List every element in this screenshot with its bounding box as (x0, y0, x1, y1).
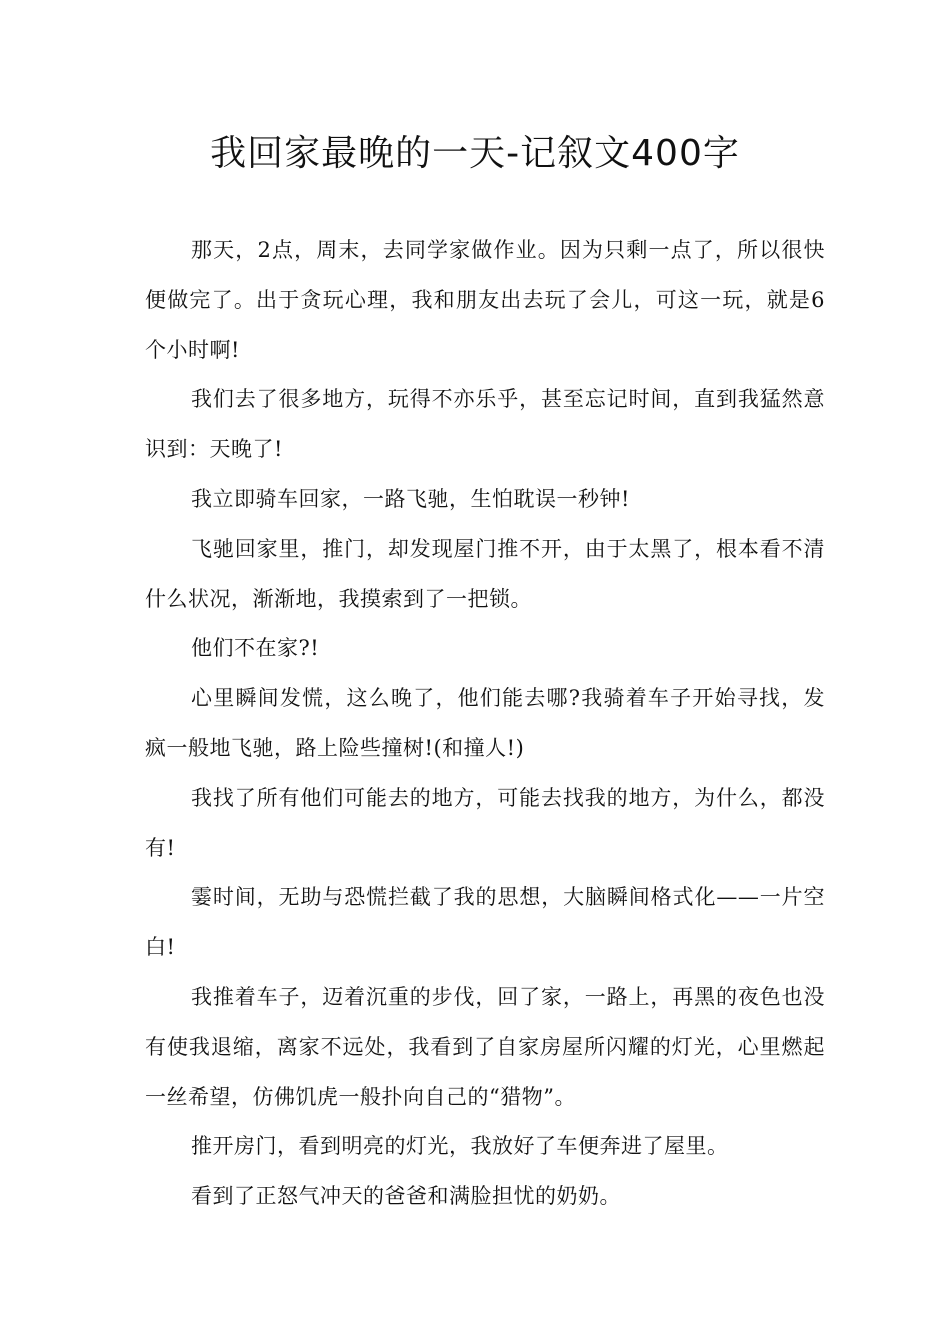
paragraph: 我立即骑车回家，一路飞驰，生怕耽误一秒钟! (191, 486, 630, 511)
paragraph: 我推着车子，迈着沉重的步伐，回了家，一路上，再黑的夜色也没有使我退缩，离家不远处，我看到了自家房屋所闪耀的灯光，心里燃起一丝希望，仿佛饥虎一般扑向自己的“猎物”。 (145, 984, 825, 1109)
paragraph: 飞驰回家里，推门，却发现屋门推不开，由于太黑了，根本看不清什么状况，渐渐地，我摸索到了一把锁。 (145, 536, 825, 611)
paragraph: 那天，2点，周末，去同学家做作业。因为只剩一点了，所以很快便做完了。出于贪玩心理，我和朋友出去玩了会儿，可这一玩，就是6个小时啊! (145, 238, 825, 362)
paragraph: 推开房门，看到明亮的灯光，我放好了车便奔进了屋里。 (191, 1134, 729, 1159)
paragraph: 霎时间，无助与恐慌拦截了我的思想，大脑瞬间格式化——一片空白! (145, 885, 825, 960)
document-body (145, 226, 825, 1222)
paragraph: 看到了正怒气冲天的爸爸和满脸担忧的奶奶。 (191, 1184, 621, 1209)
paragraph: 我找了所有他们可能去的地方，可能去找我的地方，为什么，都没有! (145, 785, 825, 860)
paragraph: 他们不在家?! (191, 636, 320, 661)
paragraph: 我们去了很多地方，玩得不亦乐乎，甚至忘记时间，直到我猛然意识到：天晚了! (145, 387, 825, 462)
document-title: 我回家最晚的一天-记叙文400字 (210, 133, 740, 174)
paragraph: 心里瞬间发慌，这么晚了，他们能去哪?我骑着车子开始寻找，发疯一般地飞驰，路上险些撞树!(和撞人!) (145, 686, 825, 760)
